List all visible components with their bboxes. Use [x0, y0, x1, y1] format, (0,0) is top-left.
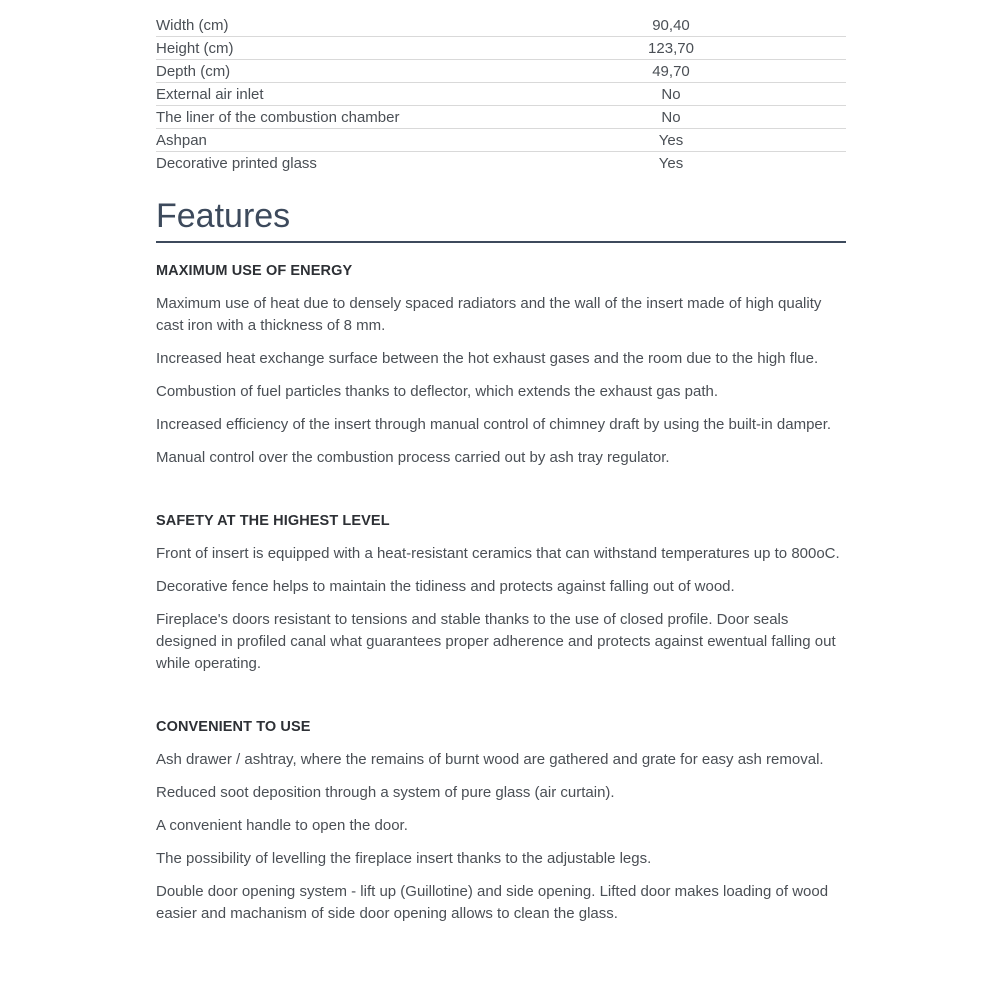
feature-paragraph: Ash drawer / ashtray, where the remains of burnt wood are gathered and grate for easy ash removal. — [156, 751, 824, 769]
feature-paragraph: Decorative fence helps to maintain the tidiness and protects against falling out of wood. — [156, 578, 735, 596]
specs-table — [156, 14, 846, 174]
spec-label: Height (cm) — [156, 37, 616, 60]
spec-label: Width (cm) — [156, 14, 616, 37]
spec-value: 90,40 — [616, 14, 726, 37]
table-row — [156, 60, 846, 83]
spec-value: 49,70 — [616, 60, 726, 83]
features-heading: Features — [156, 198, 846, 243]
feature-section-safety — [156, 513, 846, 675]
feature-paragraph: Reduced soot deposition through a system of pure glass (air curtain). — [156, 784, 615, 802]
spec-value: 123,70 — [616, 37, 726, 60]
table-row — [156, 83, 846, 106]
spec-label: Depth (cm) — [156, 60, 616, 83]
feature-paragraph: Double door opening system - lift up (Guillotine) and side opening. Lifted door makes loading of wood easier and machanism of side door opening allows to clean the glass. — [156, 883, 829, 923]
spec-label: Decorative printed glass — [156, 154, 317, 172]
feature-section-convenience — [156, 719, 846, 925]
feature-paragraph: Fireplace's doors resistant to tensions and stable thanks to the use of closed profile. Door seals designed in profiled canal what guarantees proper adherence and protects against ewentual falling out while operating. — [156, 611, 836, 673]
table-row — [156, 152, 846, 175]
spec-value: No — [616, 106, 726, 129]
spec-label: Ashpan — [156, 129, 616, 152]
spec-value: Yes — [658, 154, 684, 172]
table-row — [156, 14, 846, 37]
section-title: MAXIMUM USE OF ENERGY — [156, 263, 353, 280]
feature-paragraph: Increased efficiency of the insert through manual control of chimney draft by using the built-in damper. — [156, 416, 832, 434]
feature-paragraph: Increased heat exchange surface between the hot exhaust gases and the room due to the high flue. — [156, 350, 819, 368]
feature-section-energy — [156, 263, 846, 469]
product-spec-page — [156, 14, 846, 936]
feature-paragraph: Combustion of fuel particles thanks to deflector, which extends the exhaust gas path. — [156, 383, 718, 401]
feature-paragraph: Front of insert is equipped with a heat-resistant ceramics that can withstand temperatures up to 800oC. — [156, 545, 840, 563]
table-row — [156, 106, 846, 129]
section-title: SAFETY AT THE HIGHEST LEVEL — [156, 513, 390, 530]
table-row — [156, 129, 846, 152]
feature-paragraph: Maximum use of heat due to densely spaced radiators and the wall of the insert made of high quality cast iron with a thickness of 8 mm. — [156, 295, 822, 335]
feature-paragraph: Manual control over the combustion process carried out by ash tray regulator. — [156, 449, 670, 467]
spec-label: The liner of the combustion chamber — [156, 106, 616, 129]
spec-label: External air inlet — [156, 83, 616, 106]
feature-paragraph: The possibility of levelling the fireplace insert thanks to the adjustable legs. — [156, 850, 652, 868]
table-row — [156, 37, 846, 60]
spec-value: Yes — [616, 129, 726, 152]
section-title: CONVENIENT TO USE — [156, 719, 311, 736]
feature-paragraph: A convenient handle to open the door. — [156, 817, 408, 835]
spec-value: No — [616, 83, 726, 106]
